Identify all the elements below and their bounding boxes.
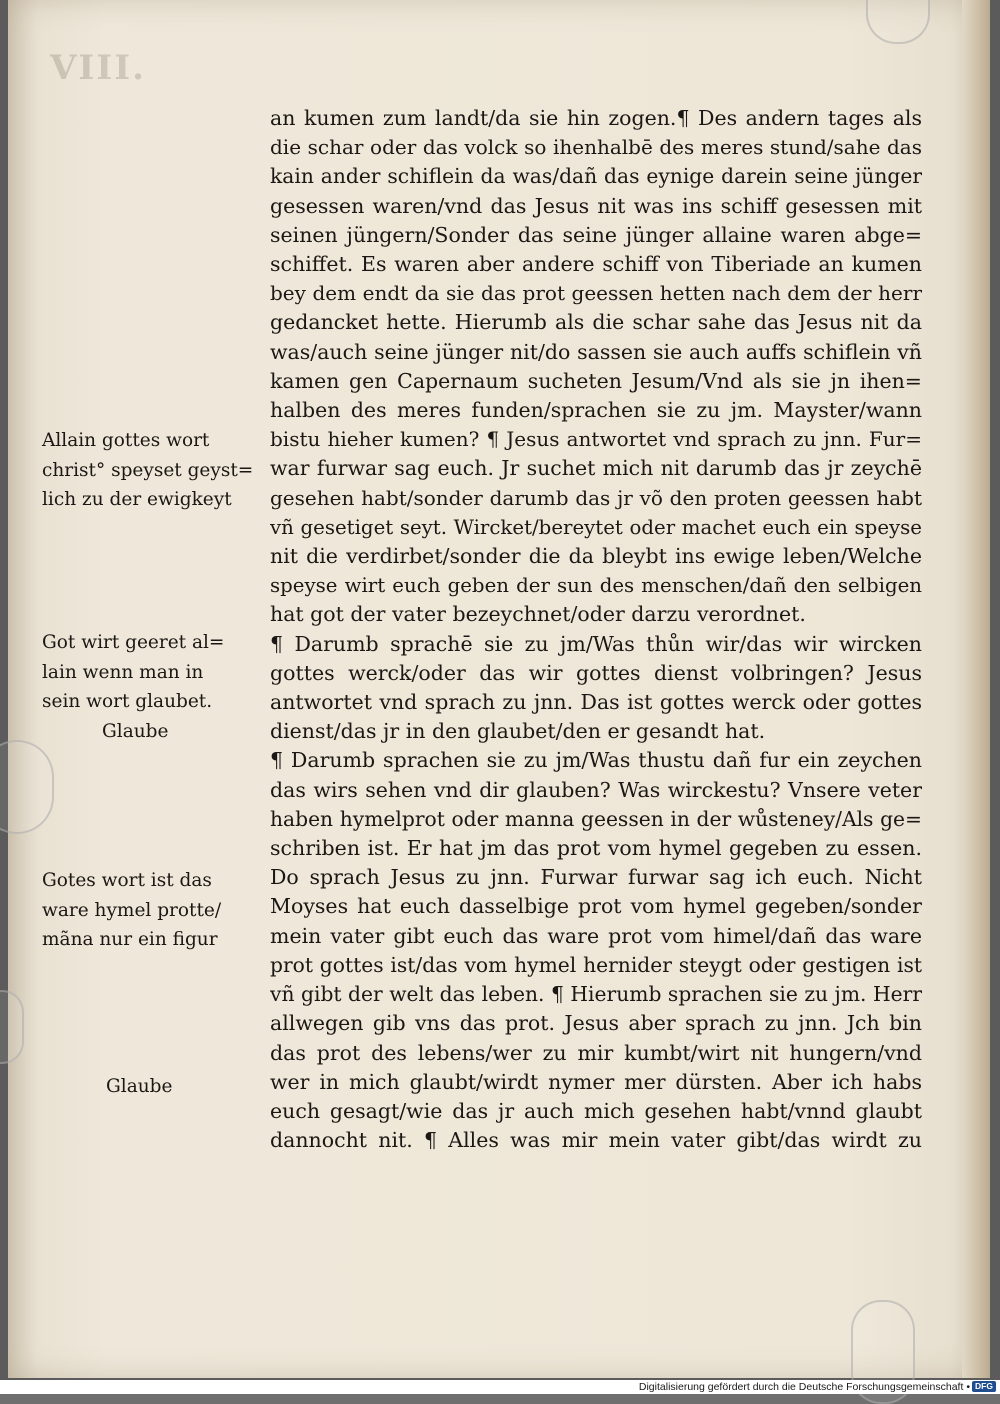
text-line: Do sprach Jesus zu jnn. Furwar furwar sag ich euch. Nicht [270, 865, 922, 890]
text-line: seinen jüngern/Sonder das seine jünger allaine waren abge= [270, 222, 922, 247]
page-edge [962, 0, 990, 1378]
text-line: nit die verdirbet/sonder die da bleybt ins ewige leben/Welche [270, 544, 922, 569]
text-line: vñ gibt der welt das leben. ¶ Hierumb sprachen sie zu jm. Herr [270, 982, 922, 1007]
marginal-note-2 [42, 628, 258, 746]
text-line: an kumen zum landt/da sie hin zogen.¶ Des andern tages als [270, 106, 922, 130]
text-line: speyse wirt euch geben der sun des menschen/dañ den selbigen [270, 574, 922, 598]
text-line: schiffet. Es waren aber andere schiff von Tiberiade an kumen [270, 252, 922, 277]
funding-credit: Digitalisierung gefördert durch die Deutsche Forschungsgemeinschaft • [638, 1381, 970, 1393]
marginal-line: lich zu der ewigkeyt [42, 489, 232, 510]
text-line: bey dem endt da sie das prot geessen hetten nach dem der herr [270, 281, 922, 306]
text-line: war furwar sag euch. Jr suchet mich nit darumb das jr zeychē [270, 456, 922, 481]
marginal-line: christ° speyset geyst= [42, 459, 254, 481]
book-page [8, 0, 990, 1378]
marginal-note-1 [42, 426, 258, 515]
text-line: dienst/das jr in den glaubet/den er gesandt hat. [270, 719, 766, 744]
marginal-line: ware hymel protte/ [42, 899, 222, 921]
dfg-logo: DFG [972, 1381, 996, 1392]
text-line: wer in mich glaubt/wirdt nymer mer dürsten. Aber ich habs [270, 1069, 922, 1094]
text-line: gesessen waren/vnd das Jesus nit was ins schiff gesessen mit [270, 193, 922, 218]
text-line: schriben ist. Er hat jm das prot vom hymel gegeben zu essen. [270, 836, 922, 861]
marginal-line: Glaube [106, 1076, 173, 1097]
marginal-line: lain wenn man in [42, 661, 204, 683]
text-line: hat got der vater bezeychnet/oder darzu verordnet. [270, 602, 806, 627]
text-line: dannocht nit. ¶ Alles was mir mein vater gibt/das wirdt zu [270, 1128, 922, 1153]
marginal-note-4 [42, 1072, 258, 1102]
marginal-line: Got wirt geeret al= [42, 632, 225, 653]
text-line: die schar oder das volck so ihenhalbē des meres stund/sahe das [270, 135, 922, 160]
folio-number: VIII. [50, 48, 146, 88]
marginal-line: Glaube [102, 720, 169, 742]
text-line: was/auch seine jünger nit/do sassen sie auch auffs schiflein vñ [270, 339, 922, 364]
text-line: das wirs sehen vnd dir glauben? Was wirckestu? Vnsere veter [270, 777, 922, 802]
marginal-line: mãna nur ein figur [42, 929, 218, 950]
marginal-note-3 [42, 866, 258, 955]
text-line: gesehen habt/sonder darumb das jr võ den proten geessen habt [270, 485, 922, 510]
text-line: Moyses hat euch dasselbige prot vom hymel gegeben/sonder [270, 894, 922, 919]
text-line: halben des meres funden/sprachen sie zu jm. Mayster/wann [270, 398, 922, 423]
text-line: gottes werck/oder das wir gottes dienst volbringen? Jesus [270, 660, 922, 685]
text-line: ¶ Darumb sprachen sie zu jm/Was thustu dañ fur ein zeychen [270, 748, 922, 773]
text-line: vñ gesetiget seyt. Wircket/bereytet oder machet euch ein speyse [270, 515, 922, 539]
text-line: antwortet vnd sprach zu jnn. Das ist gottes werck oder gottes [270, 690, 922, 715]
text-line: ¶ Darumb sprachē sie zu jm/Was thůn wir/das wir wircken [270, 631, 922, 656]
text-line: allwegen gib vns das prot. Jesus aber sprach zu jnn. Jch bin [270, 1011, 922, 1036]
text-line: bistu hieher kumen? ¶ Jesus antwortet vnd sprach zu jnn. Fur= [270, 427, 922, 452]
text-line: mein vater gibt euch das ware prot vom himel/dañ das ware [270, 923, 922, 948]
marginal-line: sein wort glaubet. [42, 691, 213, 712]
marginal-line: Gotes wort ist das [42, 870, 212, 891]
text-line: das prot des lebens/wer zu mir kumbt/wirt nit hungern/vnd [270, 1040, 922, 1065]
page-clip-left [0, 740, 54, 834]
text-line: gedancket hette. Hierumb als die schar sahe das Jesus nit da [270, 310, 922, 335]
text-line: euch gesagt/wie das jr auch mich gesehen habt/vnnd glaubt [270, 1098, 922, 1123]
text-line: prot gottes ist/das vom hymel hernider steygt oder gestigen ist [270, 952, 922, 977]
digitization-footer [0, 1380, 1000, 1394]
text-line: kain ander schiflein da was/dañ das eynige darein seine jünger [270, 164, 922, 189]
marginal-line: Allain gottes wort [42, 430, 210, 451]
page-clip-left-lower [0, 990, 24, 1064]
text-line: kamen gen Capernaum sucheten Jesum/Vnd als sie jn ihen= [270, 368, 922, 393]
main-text-block [270, 104, 922, 1155]
text-line: haben hymelprot oder manna geessen in der wůsteney/Als ge= [270, 806, 922, 831]
